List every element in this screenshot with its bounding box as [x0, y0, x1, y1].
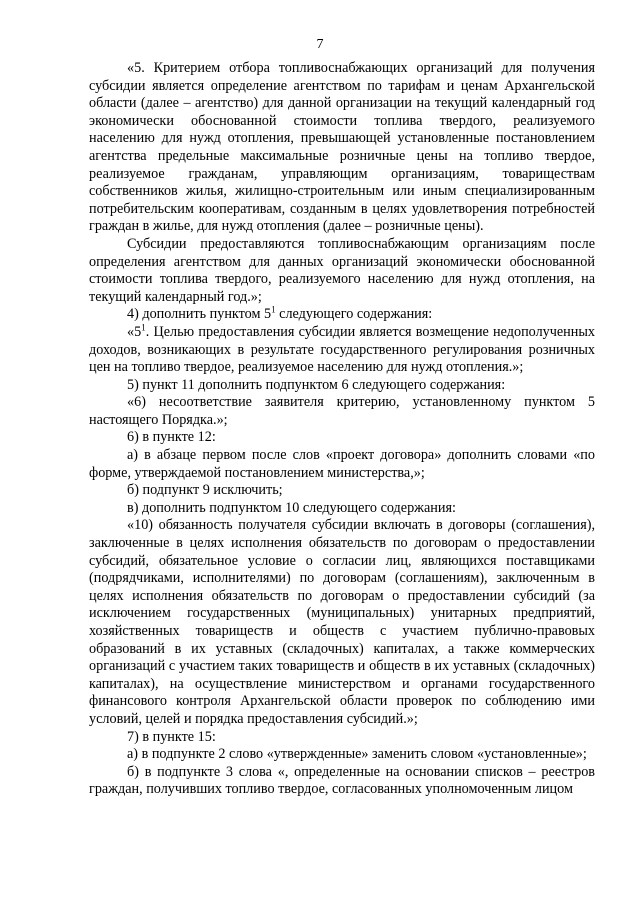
paragraph-subitem-v: в) дополнить подпунктом 10 следующего содержания:: [127, 499, 456, 516]
paragraph-item-5-1: [89, 324, 595, 377]
document-body: [89, 60, 595, 799]
paragraph-subitem-6: «6) несоответствие заявителя критерию, установленному пунктом 5 настоящего Порядка.»;: [89, 394, 595, 428]
paragraph-item-7-a: а) в подпункте 2 слово «утвержденные» заменить словом «установленные»;: [127, 746, 587, 763]
paragraph-item-6: 6) в пункте 12:: [127, 429, 216, 446]
paragraph-item-5: 5) пункт 11 дополнить подпунктом 6 следующего содержания:: [127, 376, 506, 393]
paragraph-item-4: [89, 306, 595, 324]
paragraph-item-7-b: б) в подпункте 3 слова «, определенные на основании списков – реестров граждан, получивших топливо твердое, согласованных уполномоченным лицом: [89, 763, 595, 798]
paragraph-subitem-b: б) подпункт 9 исключить;: [127, 482, 283, 499]
paragraph-subitem-a: а) в абзаце первом после слов «проект договора» дополнить словами «по форме, утверждаемой постановлением министерства,»;: [89, 447, 595, 481]
item-4-text-a: 4) дополнить пунктом 5: [127, 306, 272, 323]
item-5-1-superscript: 1: [141, 322, 146, 333]
item-4-superscript: 1: [271, 304, 276, 315]
paragraph-criterion: «5. Критерием отбора топливоснабжающих организаций для получения субсидии является определение агентством по тарифам и ценам Архангельской области (далее – агентство) для данной организации на текущий календарный год экономически обоснованной стоимости топлива твердого, реализуемого населению для нужд отопления, превышающей установленные постановлением агентства предельные максимальные розничные цены на топливо твердое, реализуемое гражданам, управляющим организациям, товариществам собственников жилья, жилищно-строительным или иным специализированным потребительским кооперативам, созданным в целях удовлетворения потребностей граждан в жилье, для нужд отопления (далее – розничные цены).: [89, 60, 595, 235]
page-number: 7: [316, 37, 324, 52]
item-4-text-b: следующего содержания:: [275, 306, 433, 323]
paragraph-subsidy-provision: Субсидии предоставляются топливоснабжающим организациям после определения агентством для данных организаций экономически обоснованной стоимости топлива твердого, реализуемого населению для нужд отопления, на текущий календарный год.»;: [89, 235, 595, 305]
paragraph-subitem-10: «10) обязанность получателя субсидии включать в договоры (соглашения), заключенные в целях исполнения обязательств по договорам о предоставлении субсидий, обязательное условие о согласии лиц, являющихся поставщиками (подрядчиками, исполнителями) по договорам (соглашениям), заключенным в целях исполнения обязательств по договорам о предоставлении субсидий (за исключением государственных (муниципальных) унитарных предприятий, хозяйственных товариществ и обществ с участием публично-правовых образований в их уставных (складочных) капиталах, а также коммерческих организаций с участием таких товариществ и обществ в их уставных (складочных) капиталах), на осуществление министерством и органами государственного финансового контроля Архангельской области проверок по соблюдению ими условий, целей и порядка предоставления субсидий.»;: [89, 517, 595, 727]
paragraph-item-7: 7) в пункте 15:: [127, 728, 216, 745]
item-5-1-text-b: . Целью предоставления субсидии является возмещение недополученных доходов, возникающих в результате государственного регулирования розничных цен на топливо твердое, реализуемое населению для нужд отопления.»;: [89, 323, 595, 376]
item-5-1-text-a: «5: [127, 323, 142, 340]
